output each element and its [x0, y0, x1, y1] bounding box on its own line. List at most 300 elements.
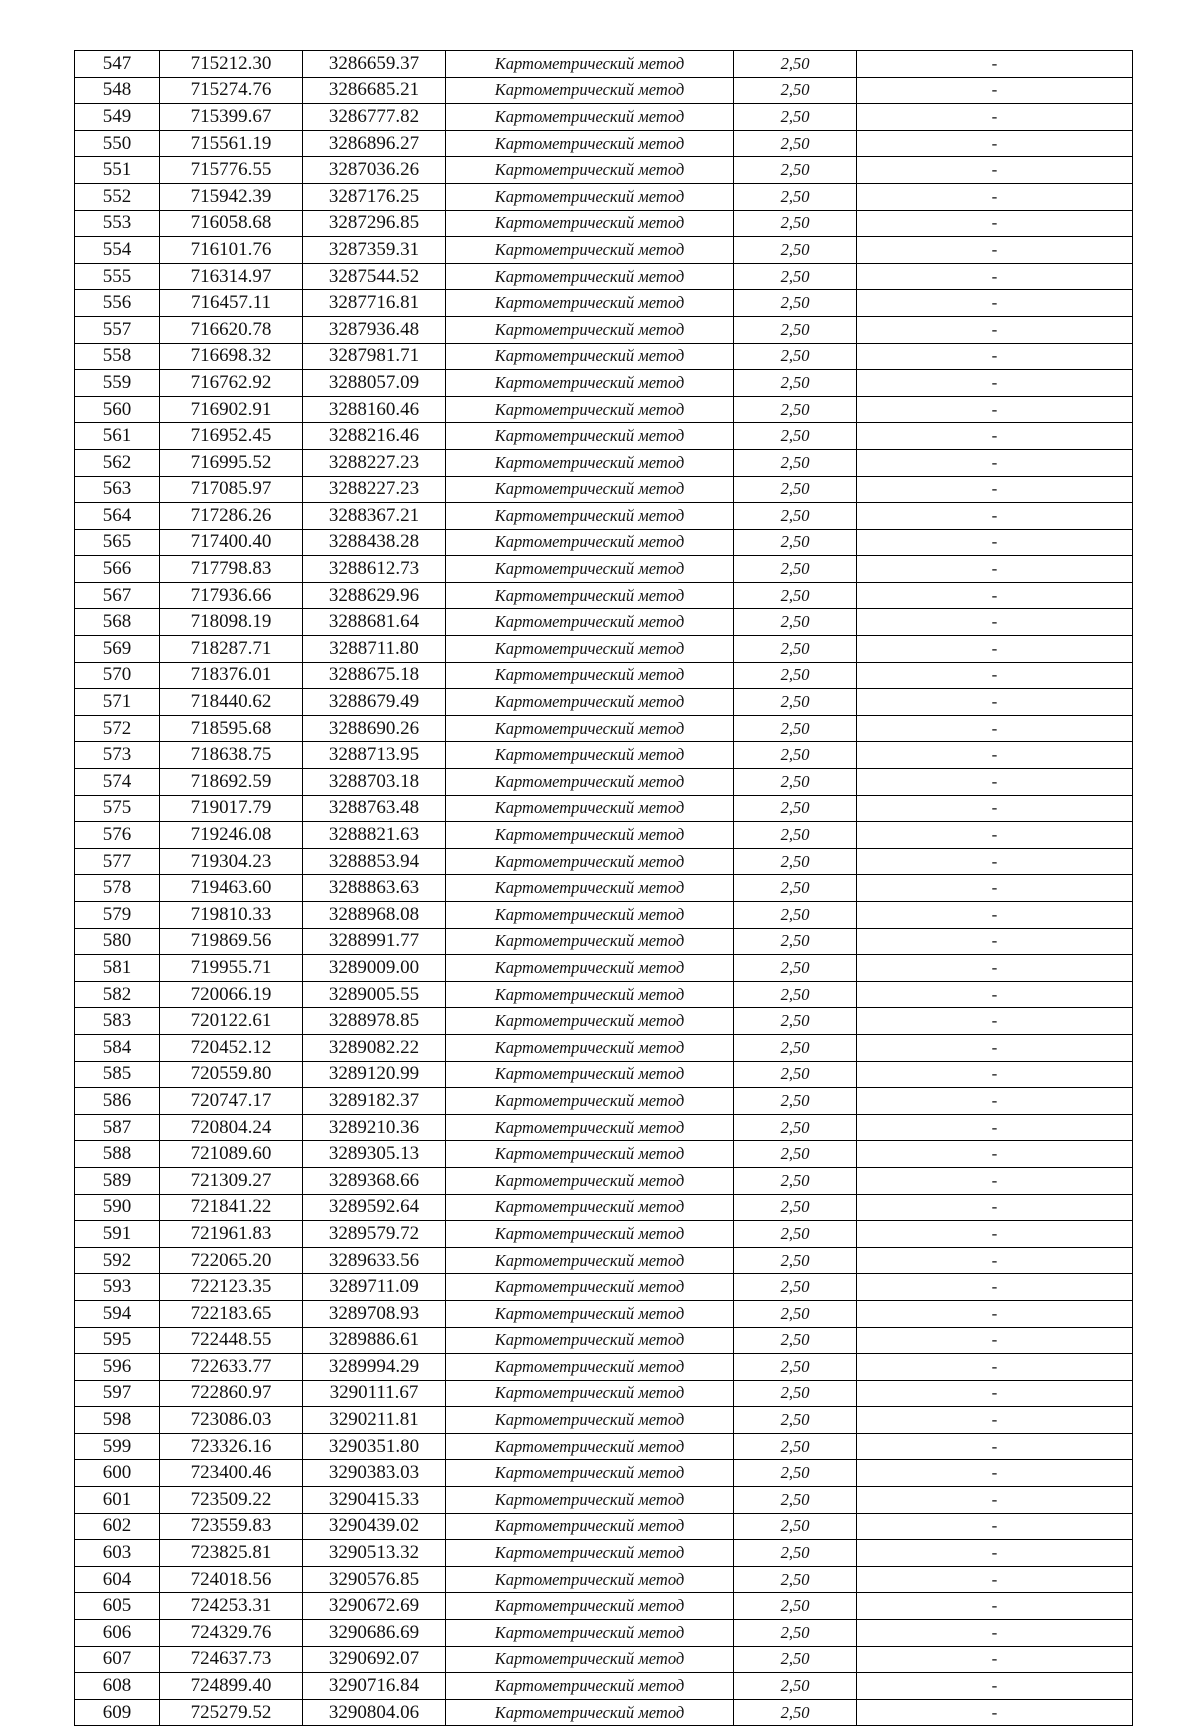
- x-coordinate-cell: 715274.76: [160, 77, 303, 104]
- point-number-cell: 565: [75, 529, 160, 556]
- y-coordinate-cell: 3287359.31: [303, 237, 446, 264]
- x-coordinate-cell: 716620.78: [160, 316, 303, 343]
- description-cell: -: [857, 503, 1133, 530]
- point-number-cell: 550: [75, 130, 160, 157]
- method-cell: Картометрический метод: [446, 769, 734, 796]
- y-coordinate-cell: 3288853.94: [303, 848, 446, 875]
- y-coordinate-cell: 3289005.55: [303, 981, 446, 1008]
- table-row: [75, 290, 1133, 317]
- x-coordinate-cell: 722183.65: [160, 1300, 303, 1327]
- description-cell: -: [857, 981, 1133, 1008]
- x-coordinate-cell: 723509.22: [160, 1487, 303, 1514]
- description-cell: -: [857, 396, 1133, 423]
- y-coordinate-cell: 3287296.85: [303, 210, 446, 237]
- accuracy-cell: 2,50: [734, 928, 857, 955]
- accuracy-cell: 2,50: [734, 822, 857, 849]
- description-cell: -: [857, 157, 1133, 184]
- description-cell: -: [857, 582, 1133, 609]
- table-row: [75, 1114, 1133, 1141]
- accuracy-cell: 2,50: [734, 1114, 857, 1141]
- x-coordinate-cell: 720122.61: [160, 1008, 303, 1035]
- description-cell: -: [857, 689, 1133, 716]
- table-row: [75, 529, 1133, 556]
- method-cell: Картометрический метод: [446, 210, 734, 237]
- point-number-cell: 578: [75, 875, 160, 902]
- method-cell: Картометрический метод: [446, 848, 734, 875]
- x-coordinate-cell: 720747.17: [160, 1088, 303, 1115]
- table-row: [75, 316, 1133, 343]
- x-coordinate-cell: 721309.27: [160, 1167, 303, 1194]
- x-coordinate-cell: 715561.19: [160, 130, 303, 157]
- y-coordinate-cell: 3288821.63: [303, 822, 446, 849]
- accuracy-cell: 2,50: [734, 1593, 857, 1620]
- method-cell: Картометрический метод: [446, 902, 734, 929]
- x-coordinate-cell: 718098.19: [160, 609, 303, 636]
- accuracy-cell: 2,50: [734, 742, 857, 769]
- point-number-cell: 599: [75, 1433, 160, 1460]
- accuracy-cell: 2,50: [734, 1167, 857, 1194]
- description-cell: -: [857, 370, 1133, 397]
- y-coordinate-cell: 3290415.33: [303, 1487, 446, 1514]
- y-coordinate-cell: 3288675.18: [303, 662, 446, 689]
- point-number-cell: 549: [75, 104, 160, 131]
- point-number-cell: 591: [75, 1221, 160, 1248]
- description-cell: -: [857, 1699, 1133, 1726]
- method-cell: Картометрический метод: [446, 582, 734, 609]
- y-coordinate-cell: 3288863.63: [303, 875, 446, 902]
- x-coordinate-cell: 720066.19: [160, 981, 303, 1008]
- point-number-cell: 552: [75, 183, 160, 210]
- table-row: [75, 1699, 1133, 1726]
- description-cell: -: [857, 104, 1133, 131]
- description-cell: -: [857, 529, 1133, 556]
- description-cell: -: [857, 290, 1133, 317]
- accuracy-cell: 2,50: [734, 1487, 857, 1514]
- accuracy-cell: 2,50: [734, 423, 857, 450]
- description-cell: -: [857, 1487, 1133, 1514]
- x-coordinate-cell: 716058.68: [160, 210, 303, 237]
- description-cell: -: [857, 609, 1133, 636]
- method-cell: Картометрический метод: [446, 290, 734, 317]
- point-number-cell: 553: [75, 210, 160, 237]
- method-cell: Картометрический метод: [446, 1646, 734, 1673]
- x-coordinate-cell: 723326.16: [160, 1433, 303, 1460]
- accuracy-cell: 2,50: [734, 981, 857, 1008]
- y-coordinate-cell: 3287544.52: [303, 263, 446, 290]
- x-coordinate-cell: 715942.39: [160, 183, 303, 210]
- description-cell: -: [857, 1407, 1133, 1434]
- description-cell: -: [857, 742, 1133, 769]
- description-cell: -: [857, 662, 1133, 689]
- description-cell: -: [857, 1221, 1133, 1248]
- description-cell: -: [857, 1540, 1133, 1567]
- x-coordinate-cell: 721841.22: [160, 1194, 303, 1221]
- x-coordinate-cell: 718376.01: [160, 662, 303, 689]
- x-coordinate-cell: 718287.71: [160, 636, 303, 663]
- accuracy-cell: 2,50: [734, 1088, 857, 1115]
- y-coordinate-cell: 3290716.84: [303, 1673, 446, 1700]
- table-row: [75, 157, 1133, 184]
- accuracy-cell: 2,50: [734, 1566, 857, 1593]
- method-cell: Картометрический метод: [446, 1247, 734, 1274]
- accuracy-cell: 2,50: [734, 157, 857, 184]
- description-cell: -: [857, 1247, 1133, 1274]
- table-row: [75, 715, 1133, 742]
- x-coordinate-cell: 718638.75: [160, 742, 303, 769]
- method-cell: Картометрический метод: [446, 1221, 734, 1248]
- y-coordinate-cell: 3288763.48: [303, 795, 446, 822]
- method-cell: Картометрический метод: [446, 1327, 734, 1354]
- point-number-cell: 570: [75, 662, 160, 689]
- method-cell: Картометрический метод: [446, 1380, 734, 1407]
- y-coordinate-cell: 3288057.09: [303, 370, 446, 397]
- accuracy-cell: 2,50: [734, 1646, 857, 1673]
- table-row: [75, 1646, 1133, 1673]
- accuracy-cell: 2,50: [734, 1460, 857, 1487]
- description-cell: -: [857, 1061, 1133, 1088]
- accuracy-cell: 2,50: [734, 1300, 857, 1327]
- point-number-cell: 579: [75, 902, 160, 929]
- table-row: [75, 183, 1133, 210]
- method-cell: Картометрический метод: [446, 51, 734, 78]
- description-cell: -: [857, 423, 1133, 450]
- accuracy-cell: 2,50: [734, 1327, 857, 1354]
- x-coordinate-cell: 717400.40: [160, 529, 303, 556]
- point-number-cell: 604: [75, 1566, 160, 1593]
- point-number-cell: 590: [75, 1194, 160, 1221]
- table-row: [75, 1061, 1133, 1088]
- y-coordinate-cell: 3288612.73: [303, 556, 446, 583]
- table-row: [75, 822, 1133, 849]
- x-coordinate-cell: 719463.60: [160, 875, 303, 902]
- table-row: [75, 104, 1133, 131]
- x-coordinate-cell: 722448.55: [160, 1327, 303, 1354]
- method-cell: Картометрический метод: [446, 1699, 734, 1726]
- accuracy-cell: 2,50: [734, 1061, 857, 1088]
- accuracy-cell: 2,50: [734, 715, 857, 742]
- accuracy-cell: 2,50: [734, 1247, 857, 1274]
- accuracy-cell: 2,50: [734, 689, 857, 716]
- description-cell: -: [857, 51, 1133, 78]
- description-cell: -: [857, 1141, 1133, 1168]
- description-cell: -: [857, 1673, 1133, 1700]
- method-cell: Картометрический метод: [446, 1513, 734, 1540]
- y-coordinate-cell: 3290804.06: [303, 1699, 446, 1726]
- point-number-cell: 581: [75, 955, 160, 982]
- y-coordinate-cell: 3290383.03: [303, 1460, 446, 1487]
- table-row: [75, 1194, 1133, 1221]
- y-coordinate-cell: 3289009.00: [303, 955, 446, 982]
- point-number-cell: 575: [75, 795, 160, 822]
- description-cell: -: [857, 1114, 1133, 1141]
- x-coordinate-cell: 724637.73: [160, 1646, 303, 1673]
- x-coordinate-cell: 724253.31: [160, 1593, 303, 1620]
- accuracy-cell: 2,50: [734, 1274, 857, 1301]
- table-row: [75, 1540, 1133, 1567]
- table-row: [75, 662, 1133, 689]
- description-cell: -: [857, 1620, 1133, 1647]
- point-number-cell: 566: [75, 556, 160, 583]
- x-coordinate-cell: 717936.66: [160, 582, 303, 609]
- method-cell: Картометрический метод: [446, 1673, 734, 1700]
- y-coordinate-cell: 3290211.81: [303, 1407, 446, 1434]
- table-row: [75, 1593, 1133, 1620]
- x-coordinate-cell: 715399.67: [160, 104, 303, 131]
- y-coordinate-cell: 3289592.64: [303, 1194, 446, 1221]
- x-coordinate-cell: 722065.20: [160, 1247, 303, 1274]
- method-cell: Картометрический метод: [446, 662, 734, 689]
- method-cell: Картометрический метод: [446, 237, 734, 264]
- accuracy-cell: 2,50: [734, 104, 857, 131]
- accuracy-cell: 2,50: [734, 1620, 857, 1647]
- point-number-cell: 556: [75, 290, 160, 317]
- table-row: [75, 1513, 1133, 1540]
- y-coordinate-cell: 3290672.69: [303, 1593, 446, 1620]
- y-coordinate-cell: 3287716.81: [303, 290, 446, 317]
- table-row: [75, 1460, 1133, 1487]
- y-coordinate-cell: 3288227.23: [303, 449, 446, 476]
- accuracy-cell: 2,50: [734, 476, 857, 503]
- table-row: [75, 928, 1133, 955]
- point-number-cell: 606: [75, 1620, 160, 1647]
- point-number-cell: 600: [75, 1460, 160, 1487]
- point-number-cell: 598: [75, 1407, 160, 1434]
- table-row: [75, 582, 1133, 609]
- y-coordinate-cell: 3286777.82: [303, 104, 446, 131]
- y-coordinate-cell: 3289886.61: [303, 1327, 446, 1354]
- y-coordinate-cell: 3288978.85: [303, 1008, 446, 1035]
- method-cell: Картометрический метод: [446, 449, 734, 476]
- description-cell: -: [857, 449, 1133, 476]
- point-number-cell: 586: [75, 1088, 160, 1115]
- point-number-cell: 558: [75, 343, 160, 370]
- method-cell: Картометрический метод: [446, 396, 734, 423]
- description-cell: -: [857, 715, 1133, 742]
- method-cell: Картометрический метод: [446, 1194, 734, 1221]
- method-cell: Картометрический метод: [446, 77, 734, 104]
- x-coordinate-cell: 717798.83: [160, 556, 303, 583]
- y-coordinate-cell: 3289711.09: [303, 1274, 446, 1301]
- table-row: [75, 1141, 1133, 1168]
- point-number-cell: 559: [75, 370, 160, 397]
- accuracy-cell: 2,50: [734, 1141, 857, 1168]
- y-coordinate-cell: 3290351.80: [303, 1433, 446, 1460]
- y-coordinate-cell: 3288679.49: [303, 689, 446, 716]
- description-cell: -: [857, 795, 1133, 822]
- point-number-cell: 607: [75, 1646, 160, 1673]
- x-coordinate-cell: 724329.76: [160, 1620, 303, 1647]
- table-row: [75, 795, 1133, 822]
- accuracy-cell: 2,50: [734, 316, 857, 343]
- method-cell: Картометрический метод: [446, 1460, 734, 1487]
- description-cell: -: [857, 1566, 1133, 1593]
- x-coordinate-cell: 715212.30: [160, 51, 303, 78]
- x-coordinate-cell: 717286.26: [160, 503, 303, 530]
- coordinates-table: [74, 50, 1133, 1726]
- point-number-cell: 576: [75, 822, 160, 849]
- description-cell: -: [857, 237, 1133, 264]
- method-cell: Картометрический метод: [446, 1620, 734, 1647]
- table-row: [75, 210, 1133, 237]
- accuracy-cell: 2,50: [734, 1513, 857, 1540]
- accuracy-cell: 2,50: [734, 848, 857, 875]
- x-coordinate-cell: 719017.79: [160, 795, 303, 822]
- x-coordinate-cell: 724899.40: [160, 1673, 303, 1700]
- accuracy-cell: 2,50: [734, 370, 857, 397]
- description-cell: -: [857, 1513, 1133, 1540]
- y-coordinate-cell: 3289182.37: [303, 1088, 446, 1115]
- method-cell: Картометрический метод: [446, 742, 734, 769]
- accuracy-cell: 2,50: [734, 343, 857, 370]
- description-cell: -: [857, 476, 1133, 503]
- table-row: [75, 396, 1133, 423]
- y-coordinate-cell: 3288216.46: [303, 423, 446, 450]
- accuracy-cell: 2,50: [734, 449, 857, 476]
- point-number-cell: 584: [75, 1034, 160, 1061]
- table-row: [75, 77, 1133, 104]
- point-number-cell: 560: [75, 396, 160, 423]
- table-row: [75, 1008, 1133, 1035]
- method-cell: Картометрический метод: [446, 1141, 734, 1168]
- description-cell: -: [857, 928, 1133, 955]
- method-cell: Картометрический метод: [446, 1008, 734, 1035]
- x-coordinate-cell: 719955.71: [160, 955, 303, 982]
- method-cell: Картометрический метод: [446, 503, 734, 530]
- method-cell: Картометрический метод: [446, 104, 734, 131]
- method-cell: Картометрический метод: [446, 1274, 734, 1301]
- method-cell: Картометрический метод: [446, 1034, 734, 1061]
- x-coordinate-cell: 725279.52: [160, 1699, 303, 1726]
- table-row: [75, 237, 1133, 264]
- accuracy-cell: 2,50: [734, 51, 857, 78]
- point-number-cell: 605: [75, 1593, 160, 1620]
- point-number-cell: 571: [75, 689, 160, 716]
- description-cell: -: [857, 1646, 1133, 1673]
- table-row: [75, 1433, 1133, 1460]
- x-coordinate-cell: 723086.03: [160, 1407, 303, 1434]
- accuracy-cell: 2,50: [734, 396, 857, 423]
- point-number-cell: 554: [75, 237, 160, 264]
- x-coordinate-cell: 720804.24: [160, 1114, 303, 1141]
- x-coordinate-cell: 718595.68: [160, 715, 303, 742]
- method-cell: Картометрический метод: [446, 636, 734, 663]
- y-coordinate-cell: 3289579.72: [303, 1221, 446, 1248]
- accuracy-cell: 2,50: [734, 1673, 857, 1700]
- method-cell: Картометрический метод: [446, 689, 734, 716]
- accuracy-cell: 2,50: [734, 290, 857, 317]
- description-cell: -: [857, 822, 1133, 849]
- y-coordinate-cell: 3290439.02: [303, 1513, 446, 1540]
- description-cell: -: [857, 183, 1133, 210]
- y-coordinate-cell: 3290686.69: [303, 1620, 446, 1647]
- description-cell: -: [857, 769, 1133, 796]
- description-cell: -: [857, 77, 1133, 104]
- description-cell: -: [857, 1008, 1133, 1035]
- point-number-cell: 580: [75, 928, 160, 955]
- point-number-cell: 583: [75, 1008, 160, 1035]
- x-coordinate-cell: 724018.56: [160, 1566, 303, 1593]
- accuracy-cell: 2,50: [734, 1433, 857, 1460]
- description-cell: -: [857, 955, 1133, 982]
- point-number-cell: 547: [75, 51, 160, 78]
- x-coordinate-cell: 716314.97: [160, 263, 303, 290]
- table-row: [75, 343, 1133, 370]
- table-row: [75, 1673, 1133, 1700]
- y-coordinate-cell: 3286659.37: [303, 51, 446, 78]
- accuracy-cell: 2,50: [734, 875, 857, 902]
- accuracy-cell: 2,50: [734, 902, 857, 929]
- table-row: [75, 1034, 1133, 1061]
- description-cell: -: [857, 1593, 1133, 1620]
- method-cell: Картометрический метод: [446, 183, 734, 210]
- table-row: [75, 1088, 1133, 1115]
- x-coordinate-cell: 720559.80: [160, 1061, 303, 1088]
- table-row: [75, 1274, 1133, 1301]
- x-coordinate-cell: 716995.52: [160, 449, 303, 476]
- y-coordinate-cell: 3289708.93: [303, 1300, 446, 1327]
- point-number-cell: 572: [75, 715, 160, 742]
- method-cell: Картометрический метод: [446, 1088, 734, 1115]
- method-cell: Картометрический метод: [446, 529, 734, 556]
- point-number-cell: 557: [75, 316, 160, 343]
- x-coordinate-cell: 721961.83: [160, 1221, 303, 1248]
- y-coordinate-cell: 3288438.28: [303, 529, 446, 556]
- description-cell: -: [857, 1380, 1133, 1407]
- y-coordinate-cell: 3288968.08: [303, 902, 446, 929]
- table-row: [75, 370, 1133, 397]
- table-row: [75, 902, 1133, 929]
- method-cell: Картометрический метод: [446, 822, 734, 849]
- x-coordinate-cell: 722633.77: [160, 1354, 303, 1381]
- point-number-cell: 592: [75, 1247, 160, 1274]
- x-coordinate-cell: 720452.12: [160, 1034, 303, 1061]
- y-coordinate-cell: 3290513.32: [303, 1540, 446, 1567]
- point-number-cell: 574: [75, 769, 160, 796]
- table-row: [75, 609, 1133, 636]
- point-number-cell: 568: [75, 609, 160, 636]
- point-number-cell: 608: [75, 1673, 160, 1700]
- description-cell: -: [857, 343, 1133, 370]
- x-coordinate-cell: 719810.33: [160, 902, 303, 929]
- accuracy-cell: 2,50: [734, 795, 857, 822]
- method-cell: Картометрический метод: [446, 875, 734, 902]
- point-number-cell: 561: [75, 423, 160, 450]
- description-cell: -: [857, 130, 1133, 157]
- point-number-cell: 603: [75, 1540, 160, 1567]
- table-row: [75, 51, 1133, 78]
- point-number-cell: 589: [75, 1167, 160, 1194]
- table-row: [75, 476, 1133, 503]
- method-cell: Картометрический метод: [446, 157, 734, 184]
- method-cell: Картометрический метод: [446, 476, 734, 503]
- accuracy-cell: 2,50: [734, 529, 857, 556]
- point-number-cell: 573: [75, 742, 160, 769]
- description-cell: -: [857, 1300, 1133, 1327]
- table-row: [75, 1407, 1133, 1434]
- method-cell: Картометрический метод: [446, 1300, 734, 1327]
- y-coordinate-cell: 3287936.48: [303, 316, 446, 343]
- description-cell: -: [857, 1167, 1133, 1194]
- method-cell: Картометрический метод: [446, 1061, 734, 1088]
- y-coordinate-cell: 3288690.26: [303, 715, 446, 742]
- method-cell: Картометрический метод: [446, 981, 734, 1008]
- table-row: [75, 848, 1133, 875]
- accuracy-cell: 2,50: [734, 1034, 857, 1061]
- point-number-cell: 555: [75, 263, 160, 290]
- method-cell: Картометрический метод: [446, 609, 734, 636]
- point-number-cell: 593: [75, 1274, 160, 1301]
- table-row: [75, 1327, 1133, 1354]
